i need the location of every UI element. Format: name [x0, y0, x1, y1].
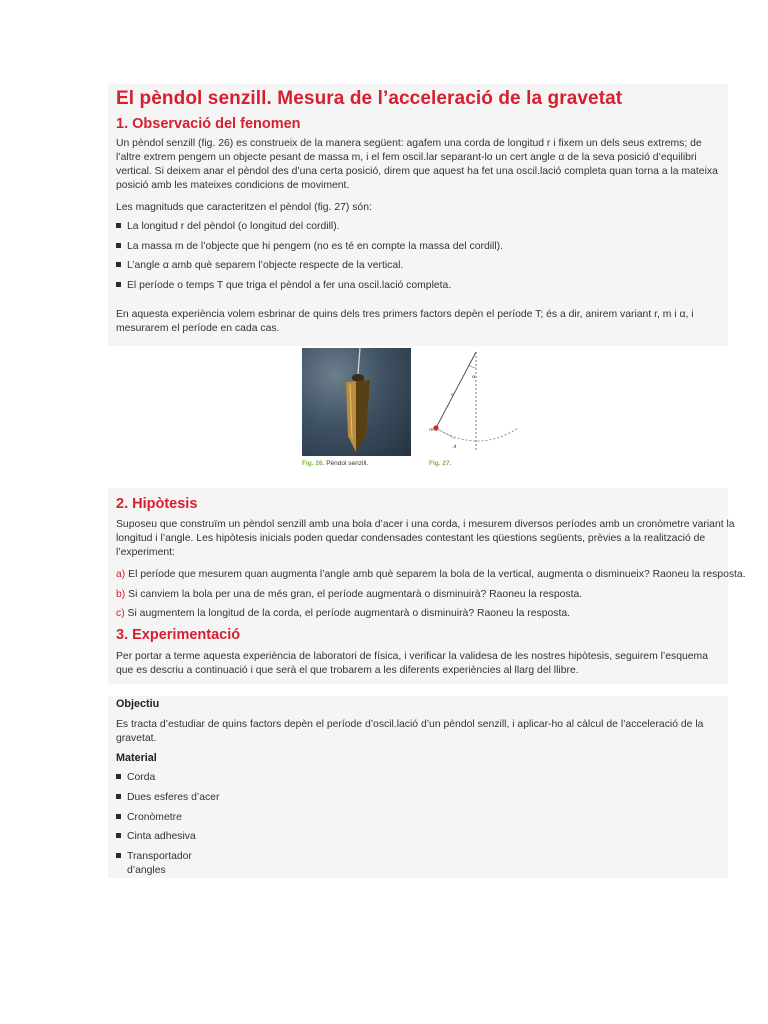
page-title: El pèndol senzill. Mesura de l’acceleració de la gravetat [116, 88, 623, 109]
section3-paragraph [116, 650, 720, 678]
bullet-icon [116, 243, 121, 248]
material-list [116, 771, 219, 878]
list-item: L’angle α amb què separem l’objecte respecte de la vertical. [116, 259, 503, 279]
magnitudes-intro: Les magnituds que caracteritzen el pèndol (fig. 27) són: [116, 202, 372, 213]
paragraph-line: Suposeu que construïm un pèndol senzill amb una bola d’acer i una corda, i mesurem diversos períodes amb un cronòmetre variant la [116, 519, 735, 530]
list-item: La longitud r del pèndol (o longitud del cordill). [116, 220, 503, 240]
material-title: Material [116, 752, 157, 764]
list-item: Cronòmetre [116, 811, 219, 831]
bullet-icon [116, 282, 121, 287]
paragraph-line: Per portar a terme aquesta experiència de laboratori de física, i verificar la validesa de les nostres hipòtesis, seguirem l’esquema [116, 651, 708, 662]
section2-paragraph [116, 518, 735, 560]
list-item: El període o temps T que triga el pèndol a fer una oscil.lació completa. [116, 279, 503, 299]
question-item: a) El període que mesurem quan augmenta l’angle amb què separem la bola de la vertical, augmenta o disminueix? Raoneu la resposta. [116, 569, 746, 580]
alpha-label: α [472, 374, 476, 380]
A-label: A [453, 444, 457, 450]
paragraph-line: mesurarem el període en cada cas. [116, 323, 280, 334]
list-item: Cinta adhesiva [116, 830, 219, 850]
paragraph-line: longitud i l’angle. Les hipòtesis inicials poden quedar condensades contestant les qüestions següents, prèvies a la realització de [116, 533, 706, 544]
list-item: Corda [116, 771, 219, 791]
bullet-icon [116, 794, 121, 799]
question-item: b) Si canviem la bola per una de més gran, el període augmentarà o disminuirà? Raoneu la resposta. [116, 588, 583, 600]
m-label: m [429, 427, 434, 433]
section1-heading: 1. Observació del fenomen [116, 116, 301, 132]
bullet-icon [116, 833, 121, 838]
questions-list [116, 568, 746, 627]
paragraph-line: l’altre extrem pengem un objecte pesant de massa m, i el fem oscil.lar separant-lo un cert angle α de la seva posició d’equilibri [116, 152, 697, 163]
fig26-caption: Fig. 26. Pèndol senzill. [302, 460, 369, 467]
bullet-icon [116, 223, 121, 228]
bullet-icon [116, 774, 121, 779]
section2-heading: 2. Hipòtesis [116, 496, 198, 512]
bullet-icon [116, 814, 121, 819]
list-item: Transportador [116, 850, 219, 864]
paragraph-line: Es tracta d’estudiar de quins factors depèn el període d’oscil.lació d’un pèndol senzill, i aplicar-ho al càlcul de l’acceleració de la [116, 719, 704, 730]
list-item: La massa m de l’objecte que hi pengem (no es té en compte la massa del cordill). [116, 240, 503, 260]
paragraph-line: vertical. Si deixem anar el pèndol des d’una certa posició, direm que aquest ha fet una oscil.lació completa quan torna a la mateixa [116, 166, 718, 177]
paragraph-line: En aquesta experiència volem esbrinar de quins dels tres primers factors depèn el període T; és a dir, anirem variant r, m i α, i [116, 309, 694, 320]
bullet-icon [116, 853, 121, 858]
paragraph-line: Un pèndol senzill (fig. 26) es construeix de la manera següent: agafem una corda de longitud r i fixem un dels seus extrems; de [116, 138, 702, 149]
r-label: r [451, 392, 454, 398]
fig27-caption: Fig. 27. [429, 460, 452, 467]
objectiu-paragraph [116, 718, 720, 746]
objectiu-title: Objectiu [116, 698, 160, 710]
paragraph-line: que es descriu a continuació i que serà el que trobarem a les diferents experiències al llarg del llibre. [116, 665, 579, 676]
section3-heading: 3. Experimentació [116, 627, 241, 643]
section1-paragraph [116, 137, 720, 193]
plumb-bob-illustration [302, 348, 411, 456]
list-item: Dues esferes d’acer [116, 791, 219, 811]
paragraph-line: gravetat. [116, 733, 157, 744]
magnitudes-list [116, 220, 503, 298]
paragraph-line: l’experiment: [116, 547, 175, 558]
question-item: c) Si augmentem la longitud de la corda, el període augmentarà o disminuirà? Raoneu la resposta. [116, 608, 570, 619]
pendulum-diagram [418, 346, 528, 458]
bullet-icon [116, 262, 121, 267]
experiment-paragraph [116, 308, 720, 336]
pendulum-photo [302, 348, 411, 456]
list-item-continuation: d’angles [127, 865, 166, 877]
paragraph-line: posició amb les mateixes condicions de moviment. [116, 180, 350, 191]
